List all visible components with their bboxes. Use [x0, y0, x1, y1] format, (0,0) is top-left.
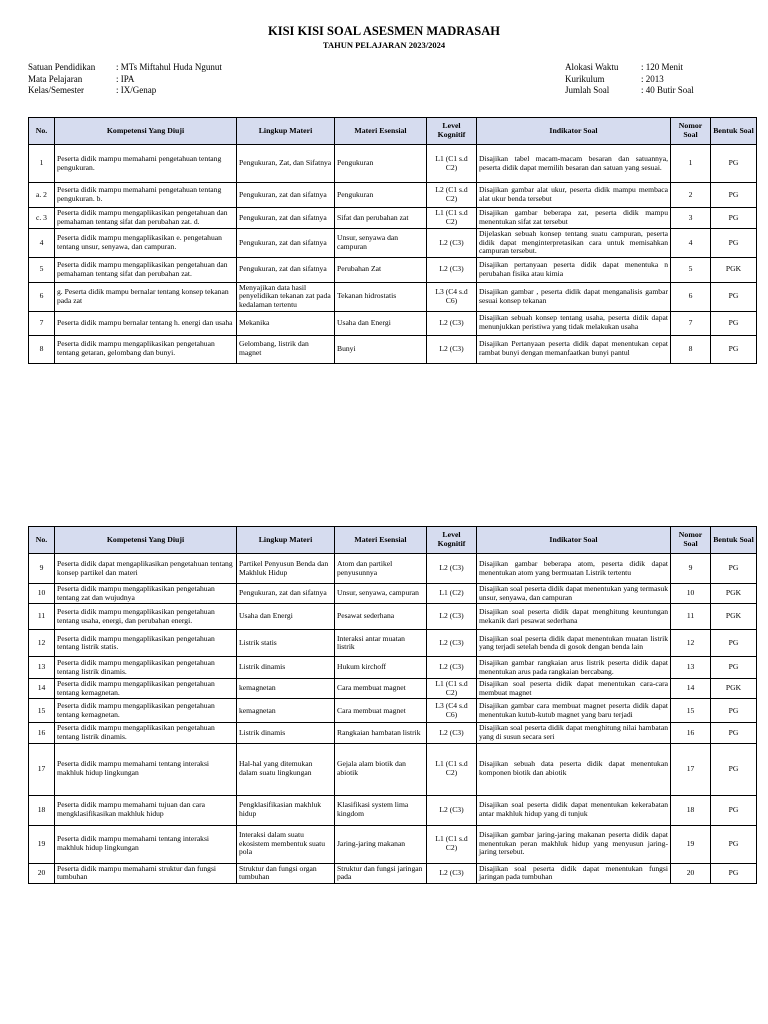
- cell-indikator: Disajikan soal peserta didik dapat menentukan kekerabatan antar makhluk hidup yang di tunjuk: [477, 795, 671, 825]
- cell-indikator: Disajikan gambar jaring-jaring makanan peserta didik dapat menentukan peran makhluk hidup yang menyusun jaring-jaring tersebut.: [477, 825, 671, 863]
- header-col-no: No.: [29, 118, 55, 145]
- cell-no: 19: [29, 825, 55, 863]
- cell-nomor: 1: [671, 145, 711, 183]
- cell-no: 11: [29, 604, 55, 630]
- info-row-kurikulum: [565, 74, 694, 86]
- cell-bentuk: PGK: [711, 604, 757, 630]
- cell-lingkup: Pengukuran, zat dan sifatnya: [237, 584, 335, 604]
- cell-no: 5: [29, 257, 55, 282]
- cell-nomor: 19: [671, 825, 711, 863]
- info-left: [28, 62, 222, 97]
- header-col-bentuk: Bentuk Soal: [711, 118, 757, 145]
- cell-indikator: Disajikan gambar , peserta didik dapat menganalisis gambar sesuai konsep tekanan: [477, 282, 671, 311]
- cell-bentuk: PG: [711, 863, 757, 883]
- cell-indikator: Disajikan soal peserta didik dapat menentukan fungsi jaringan pada tumbuhan: [477, 863, 671, 883]
- table-row: [29, 699, 757, 723]
- table-body-1: [29, 145, 757, 364]
- info-value: : 120 Menit: [641, 62, 683, 72]
- cell-indikator: Disajikan soal peserta didik dapat menentukan cara-cara membuat magnet: [477, 679, 671, 699]
- info-right: [565, 62, 694, 97]
- cell-level: L2 (C3): [427, 657, 477, 679]
- cell-level: L2 (C3): [427, 723, 477, 743]
- cell-no: 9: [29, 554, 55, 584]
- cell-level: L2 (C3): [427, 335, 477, 363]
- cell-kompetensi: Peserta didik mampu mengaplikasikan pengetahuan tentang listrik dinamis.: [55, 657, 237, 679]
- cell-lingkup: Struktur dan fungsi organ tumbuhan: [237, 863, 335, 883]
- cell-nomor: 17: [671, 743, 711, 795]
- header-col-no: No.: [29, 527, 55, 554]
- cell-lingkup: Hal-hal yang ditemukan dalam suatu lingkungan: [237, 743, 335, 795]
- cell-kompetensi: Peserta didik mampu mengaplikasikan pengetahuan dan pemahaman tentang sifat dan perubahan zat.: [55, 257, 237, 282]
- cell-materi: Atom dan partikel penyusunnya: [335, 554, 427, 584]
- cell-bentuk: PG: [711, 311, 757, 335]
- cell-lingkup: Pengukuran, zat dan sifatnya: [237, 257, 335, 282]
- cell-level: L1 (C1 s.d C2): [427, 145, 477, 183]
- cell-indikator: Disajikan soal peserta didik dapat menghitung nilai hambatan yang di susun secara seri: [477, 723, 671, 743]
- cell-bentuk: PG: [711, 630, 757, 657]
- cell-lingkup: kemagnetan: [237, 699, 335, 723]
- cell-materi: Cara membuat magnet: [335, 679, 427, 699]
- cell-bentuk: PG: [711, 554, 757, 584]
- cell-bentuk: PG: [711, 229, 757, 258]
- cell-lingkup: Partikel Penyusun Benda dan Makhluk Hidup: [237, 554, 335, 584]
- cell-kompetensi: Peserta didik mampu mengaplikasikan pengetahuan dan pemahaman tentang sifat dan perubahan zat. d.: [55, 208, 237, 229]
- cell-bentuk: PG: [711, 335, 757, 363]
- cell-kompetensi: Peserta didik mampu memahami tentang interaksi makhluk hidup lingkungan: [55, 743, 237, 795]
- cell-kompetensi: Peserta didik mampu mengaplikasikan pengetahuan tentang kemagnetan.: [55, 679, 237, 699]
- cell-nomor: 8: [671, 335, 711, 363]
- cell-nomor: 2: [671, 183, 711, 208]
- cell-nomor: 15: [671, 699, 711, 723]
- cell-nomor: 3: [671, 208, 711, 229]
- cell-level: L2 (C3): [427, 795, 477, 825]
- cell-level: L1 (C1 s.d C2): [427, 208, 477, 229]
- kisi-table-1: [28, 117, 757, 364]
- cell-nomor: 10: [671, 584, 711, 604]
- cell-kompetensi: Peserta didik mampu mengaplikasikan pengetahuan tentang getaran, gelombang dan bunyi.: [55, 335, 237, 363]
- cell-indikator: Disajikan Pertanyaan peserta didik dapat menentukan cepat rambat bunyi dengan memanfaatkan bunyi pantul: [477, 335, 671, 363]
- info-label: Alokasi Waktu: [565, 62, 619, 72]
- cell-materi: Tekanan hidrostatis: [335, 282, 427, 311]
- cell-indikator: Disajikan tabel macam-macam besaran dan satuannya, peserta didik dapat memilih besaran dan satuan yang sesuai.: [477, 145, 671, 183]
- header-col-indikator: Indikator Soal: [477, 118, 671, 145]
- info-label: Satuan Pendidikan: [28, 62, 96, 72]
- cell-bentuk: PG: [711, 825, 757, 863]
- cell-no: 20: [29, 863, 55, 883]
- cell-no: 18: [29, 795, 55, 825]
- info-value: : IPA: [116, 73, 135, 84]
- cell-bentuk: PG: [711, 699, 757, 723]
- info-label: Jumlah Soal: [565, 85, 610, 95]
- cell-indikator: Disajikan gambar beberapa atom, peserta didik dapat menentukan atom yang bermuatan Listrik tertentu: [477, 554, 671, 584]
- cell-bentuk: PGK: [711, 584, 757, 604]
- table-header-row: [29, 118, 757, 145]
- cell-lingkup: Pengukuran, Zat, dan Sifatnya: [237, 145, 335, 183]
- cell-no: 13: [29, 657, 55, 679]
- cell-level: L2 (C3): [427, 630, 477, 657]
- cell-kompetensi: Peserta didik mampu memahami struktur dan fungsi tumbuhan: [55, 863, 237, 883]
- info-value: : 2013: [641, 73, 664, 84]
- cell-materi: Gejala alam biotik dan abiotik: [335, 743, 427, 795]
- cell-level: L1 (C2): [427, 584, 477, 604]
- cell-materi: Usaha dan Energi: [335, 311, 427, 335]
- table-row: [29, 554, 757, 584]
- cell-bentuk: PG: [711, 282, 757, 311]
- cell-level: L2 (C3): [427, 863, 477, 883]
- table-body-2: [29, 554, 757, 884]
- cell-level: L3 (C4 s.d C6): [427, 699, 477, 723]
- cell-materi: Interaksi antar muatan listrik: [335, 630, 427, 657]
- cell-level: L1 (C1 s.d C2): [427, 679, 477, 699]
- table-row: [29, 257, 757, 282]
- cell-no: a. 2: [29, 183, 55, 208]
- cell-nomor: 12: [671, 630, 711, 657]
- header-col-lingkup: Lingkup Materi: [237, 118, 335, 145]
- cell-nomor: 5: [671, 257, 711, 282]
- cell-no: c. 3: [29, 208, 55, 229]
- cell-level: L1 (C1 s.d C2): [427, 825, 477, 863]
- cell-no: 6: [29, 282, 55, 311]
- table-row: [29, 604, 757, 630]
- info-row-jumlah: [565, 85, 694, 97]
- cell-indikator: Disajikan pertanyaan peserta didik dapat menentuka n perubahan fisika atau kimia: [477, 257, 671, 282]
- cell-kompetensi: Peserta didik mampu mengaplikasikan e. pengetahuan tentang unsur, senyawa, dan campuran.: [55, 229, 237, 258]
- cell-materi: Pesawat sederhana: [335, 604, 427, 630]
- table-row: [29, 743, 757, 795]
- table-row: [29, 723, 757, 743]
- cell-lingkup: Pengukuran, zat dan sifatnya: [237, 183, 335, 208]
- cell-indikator: Dijelaskan sebuah konsep tentang suatu campuran, peserta didik dapat menginterpretasikan cara untuk memisahkan campuran tersebut.: [477, 229, 671, 258]
- cell-kompetensi: Peserta didik mampu memahami pengetahuan tentang pengukuran.: [55, 145, 237, 183]
- cell-nomor: 16: [671, 723, 711, 743]
- document-title: KISI KISI SOAL ASESMEN MADRASAH: [267, 24, 500, 38]
- cell-no: 16: [29, 723, 55, 743]
- table-row: [29, 183, 757, 208]
- cell-bentuk: PGK: [711, 679, 757, 699]
- cell-nomor: 11: [671, 604, 711, 630]
- cell-bentuk: PG: [711, 795, 757, 825]
- cell-lingkup: kemagnetan: [237, 679, 335, 699]
- cell-level: L2 (C3): [427, 257, 477, 282]
- cell-no: 7: [29, 311, 55, 335]
- cell-kompetensi: Peserta didik mampu memahami tentang interaksi makhluk hidup lingkungan: [55, 825, 237, 863]
- cell-materi: Pengukuran: [335, 145, 427, 183]
- cell-indikator: Disajikan sebuah data peserta didik dapat menentukan komponen biotik dan abiotik: [477, 743, 671, 795]
- cell-lingkup: Gelombang, listrik dan magnet: [237, 335, 335, 363]
- header-col-materi: Materi Esensial: [335, 527, 427, 554]
- cell-kompetensi: Peserta didik mampu mengaplikasikan pengetahuan tentang listrik statis.: [55, 630, 237, 657]
- header-col-lingkup: Lingkup Materi: [237, 527, 335, 554]
- cell-indikator: Disajikan gambar beberapa zat, peserta didik mampu menentukan sifat zat tersebut: [477, 208, 671, 229]
- cell-bentuk: PG: [711, 145, 757, 183]
- cell-materi: Unsur, senyawa, campuran: [335, 584, 427, 604]
- cell-bentuk: PG: [711, 743, 757, 795]
- cell-lingkup: Listrik dinamis: [237, 657, 335, 679]
- cell-lingkup: Pengukuran, zat dan sifatnya: [237, 229, 335, 258]
- header-col-level: Level Kognitif: [427, 527, 477, 554]
- cell-bentuk: PG: [711, 723, 757, 743]
- cell-materi: Sifat dan perubahan zat: [335, 208, 427, 229]
- cell-bentuk: PGK: [711, 257, 757, 282]
- cell-kompetensi: Peserta didik mampu mengaplikasikan pengetahuan tentang zat dan wujudnya: [55, 584, 237, 604]
- cell-indikator: Disajikan soal peserta didik dapat menghitung keuntungan mekanik dari pesawat sederhana: [477, 604, 671, 630]
- header-col-materi: Materi Esensial: [335, 118, 427, 145]
- table-row: [29, 208, 757, 229]
- cell-lingkup: Listrik dinamis: [237, 723, 335, 743]
- cell-indikator: Disajikan soal peserta didik dapat menentukan muatan listrik yang terjadi setelah benda di gosok dengan benda lain: [477, 630, 671, 657]
- info-value: : MTs Miftahul Huda Ngunut: [116, 62, 222, 72]
- cell-nomor: 14: [671, 679, 711, 699]
- cell-lingkup: Usaha dan Energi: [237, 604, 335, 630]
- cell-lingkup: Pengukuran, zat dan sifatnya: [237, 208, 335, 229]
- cell-indikator: Disajikan gambar rangkaian arus listrik peserta didik dapat menentukan arus pada rangkaian bercabang.: [477, 657, 671, 679]
- cell-kompetensi: Peserta didik mampu memahami tujuan dan cara mengklasifikasikan makhluk hidup: [55, 795, 237, 825]
- cell-materi: Jaring-jaring makanan: [335, 825, 427, 863]
- cell-level: L2 (C3): [427, 554, 477, 584]
- info-value: : IX/Genap: [116, 85, 157, 95]
- cell-level: L1 (C1 s.d C2): [427, 743, 477, 795]
- table-row: [29, 282, 757, 311]
- cell-lingkup: Interaksi dalam suatu ekosistem membentuk suatu pola: [237, 825, 335, 863]
- cell-level: L2 (C1 s.d C2): [427, 183, 477, 208]
- info-row-mapel: [28, 74, 222, 86]
- info-label: Mata Pelajaran: [28, 73, 83, 84]
- header-col-nomor: Nomor Soal: [671, 527, 711, 554]
- cell-nomor: 4: [671, 229, 711, 258]
- cell-materi: Cara membuat magnet: [335, 699, 427, 723]
- info-row-kelas: [28, 85, 222, 97]
- cell-indikator: Disajikan sebuah konsep tentang usaha, peserta didik dapat menunjukkan peristiwa yang tidak melakukan usaha: [477, 311, 671, 335]
- cell-level: L2 (C3): [427, 229, 477, 258]
- cell-no: 15: [29, 699, 55, 723]
- cell-materi: Hukum kirchoff: [335, 657, 427, 679]
- cell-nomor: 13: [671, 657, 711, 679]
- cell-lingkup: Menyajikan data hasil penyelidikan tekanan zat pada kedalaman tertentu: [237, 282, 335, 311]
- table-row: [29, 229, 757, 258]
- cell-no: 17: [29, 743, 55, 795]
- cell-level: L3 (C4 s.d C6): [427, 282, 477, 311]
- table-row: [29, 679, 757, 699]
- cell-no: 8: [29, 335, 55, 363]
- cell-no: 14: [29, 679, 55, 699]
- cell-materi: Klasifikasi system lima kingdom: [335, 795, 427, 825]
- cell-indikator: Disajikan soal peserta didik dapat menentukan yang termasuk unsur, senyawa, dan campuran: [477, 584, 671, 604]
- cell-materi: Pengukuran: [335, 183, 427, 208]
- cell-kompetensi: Peserta didik mampu mengaplikasikan pengetahuan tentang kemagnetan.: [55, 699, 237, 723]
- cell-kompetensi: Peserta didik dapat mengaplikasikan pengetahuan tentang konsep partikel dan materi: [55, 554, 237, 584]
- cell-lingkup: Pengklasifikasian makhluk hidup: [237, 795, 335, 825]
- cell-materi: Struktur dan fungsi jaringan pada: [335, 863, 427, 883]
- cell-kompetensi: Peserta didik mampu bernalar tentang h. energi dan usaha: [55, 311, 237, 335]
- header-col-bentuk: Bentuk Soal: [711, 527, 757, 554]
- cell-no: 4: [29, 229, 55, 258]
- cell-indikator: Disajikan gambar alat ukur, peserta didik mampu membaca alat ukur benda tersebut: [477, 183, 671, 208]
- table-row: [29, 584, 757, 604]
- cell-kompetensi: Peserta didik mampu mengaplikasikan pengetahuan tentang listrik dinamis.: [55, 723, 237, 743]
- cell-bentuk: PG: [711, 208, 757, 229]
- kisi-table-2: [28, 526, 757, 884]
- info-value: : 40 Butir Soal: [641, 85, 694, 95]
- header-col-level: Level Kognitif: [427, 118, 477, 145]
- table-row: [29, 630, 757, 657]
- cell-no: 1: [29, 145, 55, 183]
- cell-kompetensi: Peserta didik mampu mengaplikasikan pengetahuan tentang usaha, energi, dan perubahan energi.: [55, 604, 237, 630]
- info-row-alokasi: [565, 62, 694, 74]
- cell-materi: Bunyi: [335, 335, 427, 363]
- table-row: [29, 863, 757, 883]
- cell-nomor: 7: [671, 311, 711, 335]
- cell-materi: Unsur, senyawa dan campuran: [335, 229, 427, 258]
- table-row: [29, 145, 757, 183]
- table-row: [29, 825, 757, 863]
- cell-nomor: 6: [671, 282, 711, 311]
- cell-level: L2 (C3): [427, 604, 477, 630]
- table-row: [29, 335, 757, 363]
- cell-no: 12: [29, 630, 55, 657]
- info-label: Kurikulum: [565, 73, 605, 84]
- table-header-row: [29, 527, 757, 554]
- cell-lingkup: Listrik statis: [237, 630, 335, 657]
- cell-lingkup: Mekanika: [237, 311, 335, 335]
- table-row: [29, 311, 757, 335]
- table-row: [29, 657, 757, 679]
- header-col-indikator: Indikator Soal: [477, 527, 671, 554]
- header-col-kompetensi: Kompetensi Yang Diuji: [55, 118, 237, 145]
- cell-bentuk: PG: [711, 657, 757, 679]
- cell-nomor: 18: [671, 795, 711, 825]
- header-col-kompetensi: Kompetensi Yang Diuji: [55, 527, 237, 554]
- cell-nomor: 20: [671, 863, 711, 883]
- info-row-satuan: [28, 62, 222, 74]
- table-row: [29, 795, 757, 825]
- cell-nomor: 9: [671, 554, 711, 584]
- cell-no: 10: [29, 584, 55, 604]
- cell-bentuk: PG: [711, 183, 757, 208]
- cell-indikator: Disajikan gambar cara membuat magnet peserta didik dapat menentukan kutub-kutub magnet yang baru terjadi: [477, 699, 671, 723]
- cell-level: L2 (C3): [427, 311, 477, 335]
- document-subtitle: TAHUN PELAJARAN 2023/2024: [322, 40, 446, 50]
- cell-kompetensi: g. Peserta didik mampu bernalar tentang konsep tekanan pada zat: [55, 282, 237, 311]
- cell-materi: Perubahan Zat: [335, 257, 427, 282]
- cell-materi: Rangkaian hambatan listrik: [335, 723, 427, 743]
- info-label: Kelas/Semester: [28, 85, 84, 95]
- header-col-nomor: Nomor Soal: [671, 118, 711, 145]
- cell-kompetensi: Peserta didik mampu memahami pengetahuan tentang pengukuran. b.: [55, 183, 237, 208]
